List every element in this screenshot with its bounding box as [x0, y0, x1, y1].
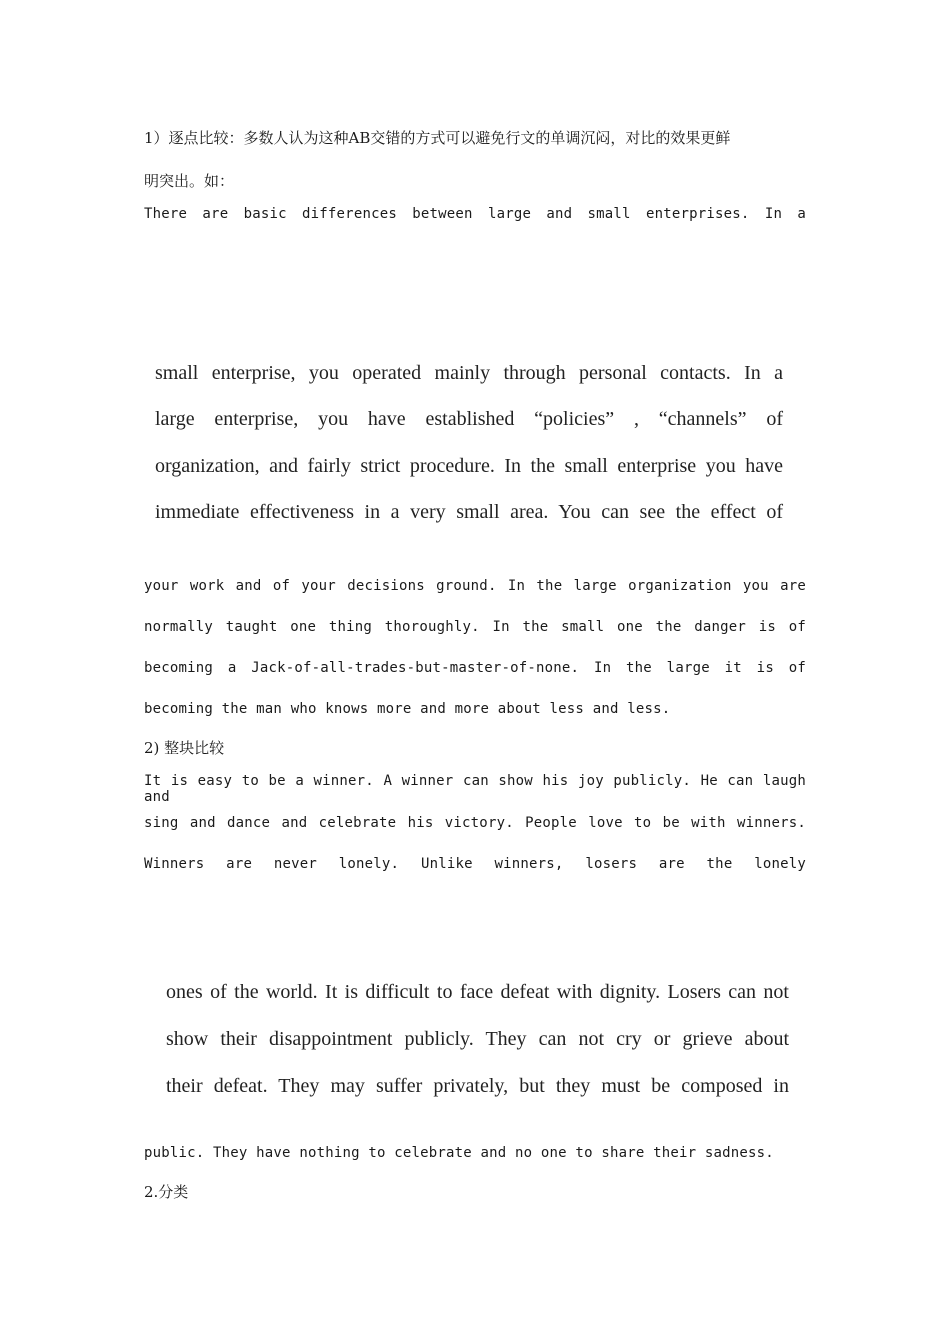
section1-para-line-4: becoming a Jack-of-all-trades-but-master-of-none. In the large it is of: [144, 660, 806, 676]
section1-para-line-1: There are basic differences between large and small enterprises. In a: [144, 206, 806, 222]
section1-para-line-5: becoming the man who knows more and more about less and less.: [144, 701, 671, 717]
section1-heading-line2: 明突出。如：: [144, 172, 235, 190]
section2-para-line-2: sing and dance and celebrate his victory. People love to be with winners.: [144, 815, 806, 831]
section1-scan-line-3: organization, and fairly strict procedure. In the small enterprise you have: [155, 455, 783, 477]
section2-para-line-4: public. They have nothing to celebrate and no one to share their sadness.: [144, 1145, 774, 1161]
section1-scan-line-1: small enterprise, you operated mainly through personal contacts. In a: [155, 362, 783, 384]
section2-heading: 2) 整块比较: [144, 739, 225, 757]
section1-scan-line-4: immediate effectiveness in a very small area. You can see the effect of: [155, 501, 783, 523]
section2-para-line-1: It is easy to be a winner. A winner can show his joy publicly. He can laugh and: [144, 773, 806, 805]
section1-para-line-3: normally taught one thing thoroughly. In the small one the danger is of: [144, 619, 806, 635]
section1-heading-line1: 1）逐点比较：多数人认为这种AB交错的方式可以避免行文的单调沉闷，对比的效果更鲜: [144, 129, 731, 147]
section2-scan-line-1: ones of the world. It is difficult to face defeat with dignity. Losers can not: [166, 981, 789, 1003]
section2-scan-line-2: show their disappointment publicly. They can not cry or grieve about: [166, 1028, 789, 1050]
section3-heading: 2.分类: [144, 1183, 189, 1201]
section2-para-line-3: Winners are never lonely. Unlike winners, losers are the lonely: [144, 856, 806, 872]
section1-para-line-2: your work and of your decisions ground. In the large organization you are: [144, 578, 806, 594]
section1-scan-line-2: large enterprise, you have established “policies” , “channels” of: [155, 408, 783, 430]
section2-scan-line-3: their defeat. They may suffer privately, but they must be composed in: [166, 1075, 789, 1097]
